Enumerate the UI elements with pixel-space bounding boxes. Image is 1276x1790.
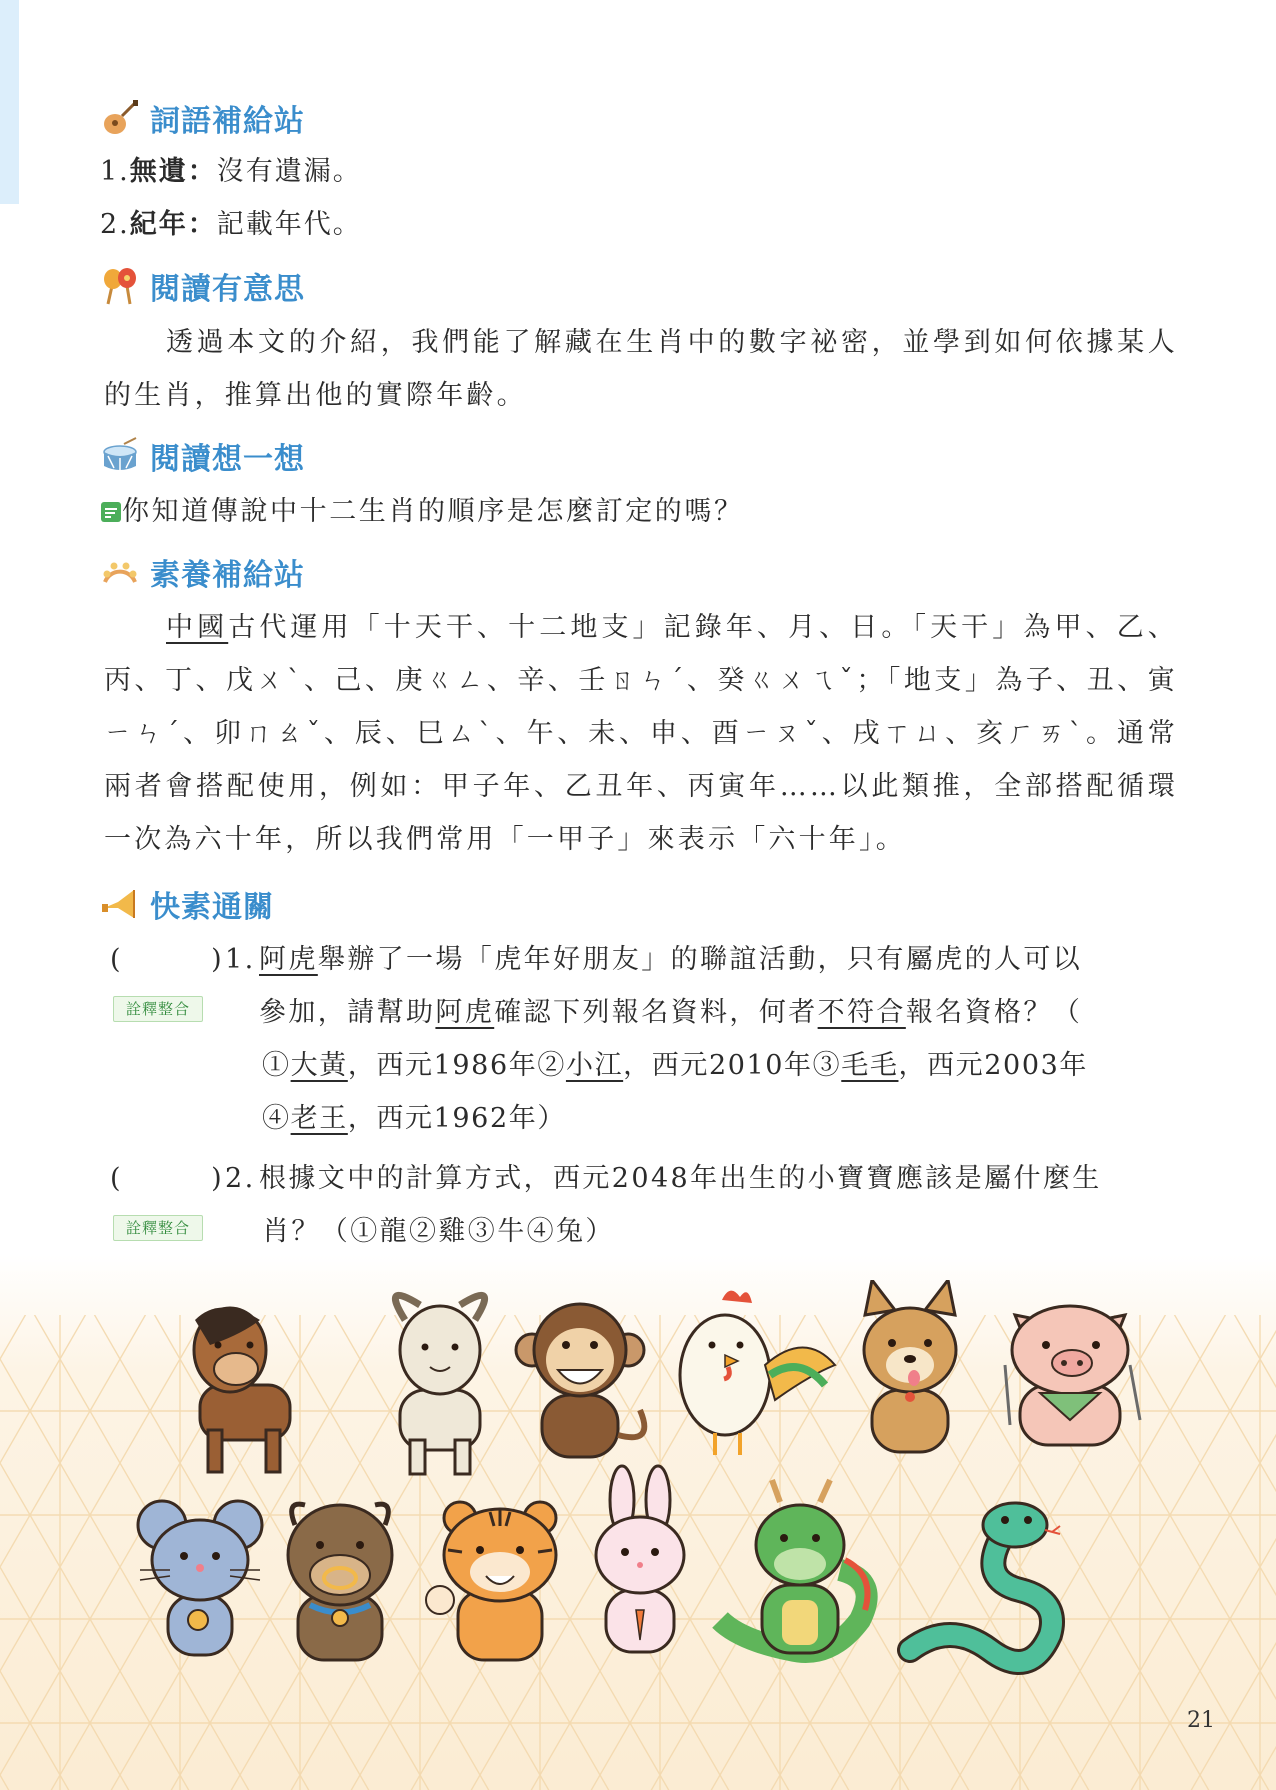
option-marker: ③ — [812, 1050, 842, 1081]
meaning-paragraph — [104, 316, 1178, 422]
option-name: 老王 — [290, 1103, 348, 1134]
option-name: 毛毛 — [841, 1050, 899, 1081]
zodiac-animals-illustration — [0, 1280, 1276, 1690]
question-text: 肖？（①龍②雞③牛④兔） — [262, 1216, 615, 1247]
vocab-term: 紀年 — [129, 209, 188, 240]
literacy-paragraph — [104, 601, 1178, 866]
section-title-quiz — [100, 882, 274, 926]
question-text: 參加，請幫助 — [259, 997, 436, 1028]
literacy-text: 古代運用「十天干、十二地支」記錄年、月、日。「天干」為甲、乙、丙、丁、戊ㄨˋ、己、庚ㄍㄥ、辛、壬ㄖㄣˊ、癸ㄍㄨㄟˇ；「地支」為子、丑、寅ㄧㄣˊ、卯ㄇㄠˇ、辰、巳ㄙˋ、午、未、申、酉ㄧㄡˇ、戌ㄒㄩ、亥ㄏㄞˋ。通常兩者會搭配使用，例如：甲子年、乙丑年、丙寅年……以此類推，全部搭配循環一次為六十年，所以我們常用「一甲子」來表示「六十年」。 — [104, 612, 1179, 855]
vocab-colon: ： — [187, 156, 217, 187]
skill-tag: 詮釋整合 — [113, 1215, 203, 1241]
vocab-number: 2. — [100, 209, 130, 240]
rooster-illustration — [680, 1291, 835, 1455]
section-title-text: 閱讀有意思 — [150, 272, 305, 307]
guitar-icon — [100, 98, 140, 138]
vocab-item — [100, 152, 362, 192]
snake-illustration — [910, 1503, 1060, 1662]
question-number: 2. — [225, 1163, 256, 1194]
emphasis-not-eligible: 不符合 — [817, 997, 906, 1028]
name-ahu: 阿虎 — [435, 997, 495, 1028]
section-title-text: 詞語補給站 — [150, 104, 305, 139]
proper-noun-china: 中國 — [166, 612, 229, 643]
pig-illustration — [1005, 1306, 1140, 1445]
question-text: 根據文中的計算方式，西元2048年出生的小寶寶應該是屬什麼生 — [259, 1163, 1102, 1194]
option-name: 小江 — [565, 1050, 624, 1081]
rabbit-illustration — [596, 1466, 684, 1652]
section-title-meaning — [100, 264, 305, 308]
option-marker: ④ — [262, 1103, 291, 1134]
notebook-icon — [100, 501, 122, 523]
meaning-text: 透過本文的介紹，我們能了解藏在生肖中的數字祕密，並學到如何依據某人的生肖，推算出他的實際年齡。 — [104, 327, 1178, 411]
vocab-number: 1. — [100, 156, 130, 187]
question-body — [262, 1205, 1212, 1258]
vocab-definition: 記載年代。 — [216, 209, 362, 240]
ox-illustration — [288, 1504, 392, 1660]
think-question-line — [100, 492, 744, 532]
vocab-colon: ： — [187, 209, 217, 240]
think-question: 你知道傳說中十二生肖的順序是怎麼訂定的嗎？ — [122, 496, 744, 527]
horse-illustration — [194, 1308, 290, 1473]
section-title-text: 素養補給站 — [150, 558, 305, 593]
question-body — [259, 933, 1209, 986]
question-body — [259, 986, 1209, 1039]
drum-icon — [100, 436, 140, 476]
vocab-definition: 沒有遺漏。 — [216, 156, 362, 187]
section-title-vocab — [100, 96, 305, 140]
question-options — [262, 1039, 1212, 1092]
dragon-illustration — [720, 1480, 868, 1653]
section-title-text: 快素通關 — [150, 890, 274, 925]
quiz-question-2 — [0, 1152, 1276, 1262]
option-year: ，西元2010年 — [623, 1050, 813, 1081]
option-marker: ② — [537, 1050, 566, 1081]
option-year: ，西元1962年） — [347, 1103, 566, 1134]
question-text: 報名資格？（ — [905, 997, 1083, 1028]
question-body — [259, 1152, 1209, 1205]
horn-icon — [100, 884, 140, 924]
option-year: ，西元2003年 — [898, 1050, 1088, 1081]
section-title-text: 閱讀想一想 — [150, 442, 305, 477]
question-number: 1. — [225, 944, 256, 975]
section-title-literacy — [100, 550, 305, 594]
dog-illustration — [864, 1280, 956, 1452]
tambourine-icon — [100, 552, 140, 592]
answer-blank[interactable]: ( ) — [110, 1163, 225, 1194]
vocab-term: 無遺 — [129, 156, 188, 187]
option-name: 大黃 — [290, 1050, 348, 1081]
monkey-illustration — [516, 1304, 644, 1457]
rat-illustration — [138, 1501, 262, 1655]
quiz-question-1 — [0, 933, 1276, 1143]
name-ahu: 阿虎 — [259, 944, 318, 975]
option-marker: ① — [262, 1050, 291, 1081]
left-edge-strip — [0, 0, 19, 204]
maracas-icon — [100, 266, 140, 306]
page-number: 21 — [1187, 1708, 1215, 1733]
answer-blank[interactable]: ( ) — [110, 944, 225, 975]
section-title-think — [100, 434, 305, 478]
skill-tag: 詮釋整合 — [113, 996, 203, 1022]
question-text: 確認下列報名資料，何者 — [494, 997, 818, 1028]
question-text: 舉辦了一場「虎年好朋友」的聯誼活動，只有屬虎的人可以 — [317, 944, 1083, 975]
goat-illustration — [395, 1295, 484, 1474]
vocab-item — [100, 205, 362, 245]
option-year: ，西元1986年 — [347, 1050, 538, 1081]
tiger-illustration — [426, 1502, 556, 1660]
question-options — [262, 1092, 1212, 1145]
